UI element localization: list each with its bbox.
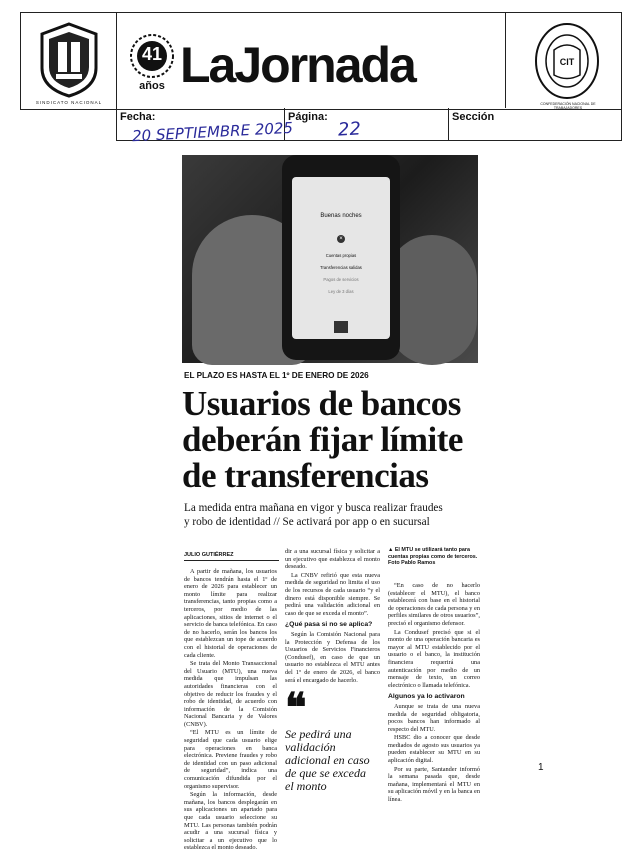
paragraph: “El MTU es un límite de seguridad que cada usuario elige para operaciones en banca electrónica. Previene fraudes y robo de identidad con un paso adicional de seguridad”, indica una comunicación difundida por el organismo supervisor. (184, 729, 277, 790)
byline: JULIO GUTIÉRREZ (184, 552, 234, 558)
left-seal-logo (34, 20, 104, 105)
quote-marks-icon: ❝ (285, 684, 307, 731)
paragraph: La CNBV refirió que esta nueva medida de seguridad no limita el uso de los recursos de cada usuario “y el dinero está disponible siempre. Se pedirá una validación adicional en caso de que se exceda el monto”. (285, 571, 380, 617)
pagina-label: Página: (288, 111, 328, 123)
subhead-line: y robo de identidad // Se activará por app o en sucursal (184, 515, 430, 528)
pull-quote-line: Se pedirá una (285, 727, 352, 741)
article-headline (182, 386, 482, 494)
paragraph: Según la Comisión Nacional para la Protección y Defensa de los Usuarios de Servicios Financieros (Condusef), en caso de que un usuario no establezca el MTU antes del 1º de enero de 2026, el banco será el encargado de hacerlo. (285, 630, 380, 684)
paragraph: Aunque se trata de una nueva medida de seguridad obligatoria, pocos bancos han informado al respecto del MTU. (388, 702, 480, 733)
article-column-1 (184, 568, 278, 852)
paragraph: “En caso de no hacerlo (establecer el MTU), el banco establecerá con base en el historial de operaciones de cada persona y en perfiles similares de otros usuarios”, precisó el organismo defensor. (388, 582, 480, 627)
phone-screen (292, 177, 390, 339)
article-column-2 (285, 548, 380, 685)
article-subhead (184, 502, 484, 529)
pull-quote-line: el monto (285, 779, 327, 793)
seccion-label: Sección (452, 111, 495, 123)
newspaper-header (20, 12, 620, 146)
anniversary-word: años (139, 80, 165, 92)
paragraph: HSBC dio a conocer que desde mediados de agosto sus usuarios ya pueden establecer su MTU en su aplicación digital. (388, 734, 480, 765)
right-seal-text: CONFEDERACIÓN NACIONAL DE TRABAJADORES (540, 102, 596, 110)
header-divider-right (505, 12, 506, 108)
paragraph: Se trata del Monto Transaccional del Usuario (MTU), una nueva medida que impulsan las autoridades financieras con el objetivo de reducir los fraudes y el robo de identidad, de acuerdo con información de la Comisión Nacional Bancaria y de Valores (CNBV). (184, 660, 277, 728)
paragraph: Por su parte, Santander informó la semana pasada que, desde mañana, implementará el MTU en su aplicación móvil y en la banca en línea. (388, 765, 480, 804)
subhead-line: La medida entra mañana en vigor y busca realizar fraudes (184, 502, 443, 514)
paragraph: La Condusef precisó que si el monto de una operación bancaria es mayor al MTU establecido por el usuario o el banco, la institución financiera requerirá una autenticación por medio de un mensaje de texto, un correo electrónico o llamada telefónica. (388, 628, 480, 689)
close-icon: × (337, 235, 345, 243)
phone (282, 155, 400, 360)
paragraph: dir a una sucursal física y solicitar a un ejecutivo que establezca el monto deseado. (285, 548, 380, 571)
anniversary-number: 41 (141, 44, 163, 64)
fecha-value: 20 SEPTIEMBRE 2025 (131, 118, 294, 146)
page-number: 1 (538, 762, 544, 773)
right-seal-logo (530, 20, 605, 110)
phone-menu-item: Pagos de servicios (323, 277, 359, 282)
section-subhead: Algunos ya lo activaron (388, 693, 465, 701)
phone-menu-item: Cuentas propias (325, 253, 357, 258)
headline-line: de transferencias (182, 456, 429, 495)
article-photo (182, 155, 478, 363)
phone-menu-item: Ley de 3 días (328, 289, 354, 294)
phone-greeting: Buenas noches (320, 213, 362, 219)
hand-shape-right (387, 235, 477, 365)
anniversary-badge (128, 32, 176, 102)
byline-rule (184, 560, 279, 561)
headline-line: Usuarios de bancos (182, 384, 461, 423)
fecha-label: Fecha: (120, 111, 156, 123)
pull-quote (285, 684, 380, 793)
paragraph: Según la información, desde mañana, los bancos desplegarán en sus aplicaciones un apartado para que cada usuario seleccione su MTU. Las personas también podrán acudir a una sucursal física y solicitar a un ejecutivo que lo establezca el monto deseado. (184, 791, 277, 852)
paragraph: A partir de mañana, los usuarios de bancos tendrán hasta el 1º de enero de 2026 para establecer un monto límite para realizar transferencias, tanto propias como a terceros, por medio de las aplicaciones, sitios de internet o el servicio de banca telefónica. En caso de no hacerlo, serán los bancos los que establezcan un tope de acuerdo con el historial de operaciones de cada cliente. (184, 568, 278, 659)
meta-divider-2 (448, 108, 449, 140)
photo-caption: ▲ El MTU se utilizará tanto para cuentas propias como de terceros. Foto Pablo Ramos (388, 547, 478, 567)
left-seal-text: SINDICATO NACIONAL (35, 100, 103, 105)
headline-line: deberán fijar límite (182, 420, 463, 459)
pull-quote-line: de que se exceda (285, 766, 366, 780)
article-column-3 (388, 582, 480, 804)
article-kicker: EL PLAZO ES HASTA EL 1º DE ENERO DE 2026 (184, 371, 369, 380)
pull-quote-line: adicional en caso (285, 753, 370, 767)
app-logo-icon (334, 321, 348, 333)
section-subhead: ¿Qué pasa si no se aplica? (285, 621, 373, 629)
phone-menu-item: Transferencias salidas (320, 265, 362, 270)
pagina-value: 22 (337, 118, 362, 141)
newspaper-logo: LaJornada (180, 37, 415, 93)
pull-quote-line: validación (285, 740, 336, 754)
header-divider-left (116, 12, 117, 108)
svg-text:CIT: CIT (559, 57, 575, 67)
